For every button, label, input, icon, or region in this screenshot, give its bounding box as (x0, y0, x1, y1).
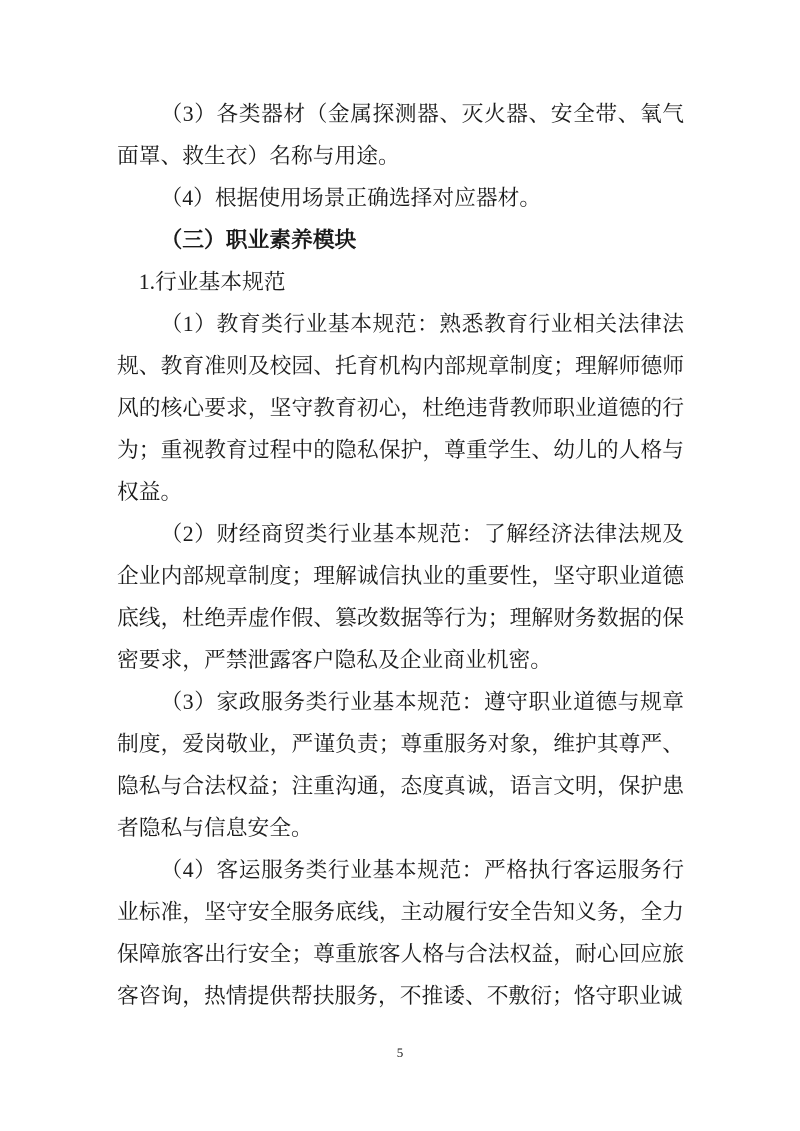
subsection-heading-industry-basic-norms: 1.行业基本规范 (138, 270, 286, 294)
paragraph-education-industry-norms: （1）教育类行业基本规范：熟悉教育行业相关法律法规、教育准则及校园、托育机构内部规章制度；理解师德师风的核心要求，坚守教育初心，杜绝违背教师职业道德的行为；重视教育过程中的隐私保护，尊重学生、幼儿的人格与权益。 (117, 312, 684, 504)
document-body (117, 93, 684, 1017)
page-number: 5 (396, 1045, 404, 1060)
paragraph-equipment-names: （3）各类器材（金属探测器、灭火器、安全带、氧气面罩、救生衣）名称与用途。 (117, 102, 684, 168)
paragraph-finance-commerce-norms: （2）财经商贸类行业基本规范：了解经济法律法规及企业内部规章制度；理解诚信执业的重要性，坚守职业道德底线，杜绝弄虚作假、篡改数据等行为；理解财务数据的保密要求，严禁泄露客户隐私及企业商业机密。 (117, 522, 684, 672)
paragraph-passenger-transport-norms: （4）客运服务类行业基本规范：严格执行客运服务行业标准，坚守安全服务底线，主动履行安全告知义务，全力保障旅客出行安全；尊重旅客人格与合法权益，耐心回应旅客咨询，热情提供帮扶服务，不推诿、不敷衍；恪守职业诚 (117, 858, 684, 1008)
paragraph-domestic-service-norms: （3）家政服务类行业基本规范：遵守职业道德与规章制度，爱岗敬业，严谨负责；尊重服务对象，维护其尊严、隐私与合法权益；注重沟通，态度真诚，语言文明，保护患者隐私与信息安全。 (117, 690, 684, 840)
section-heading-vocational-quality-module: （三）职业素养模块 (160, 227, 357, 252)
paragraph-equipment-selection: （4）根据使用场景正确选择对应器材。 (160, 186, 542, 210)
